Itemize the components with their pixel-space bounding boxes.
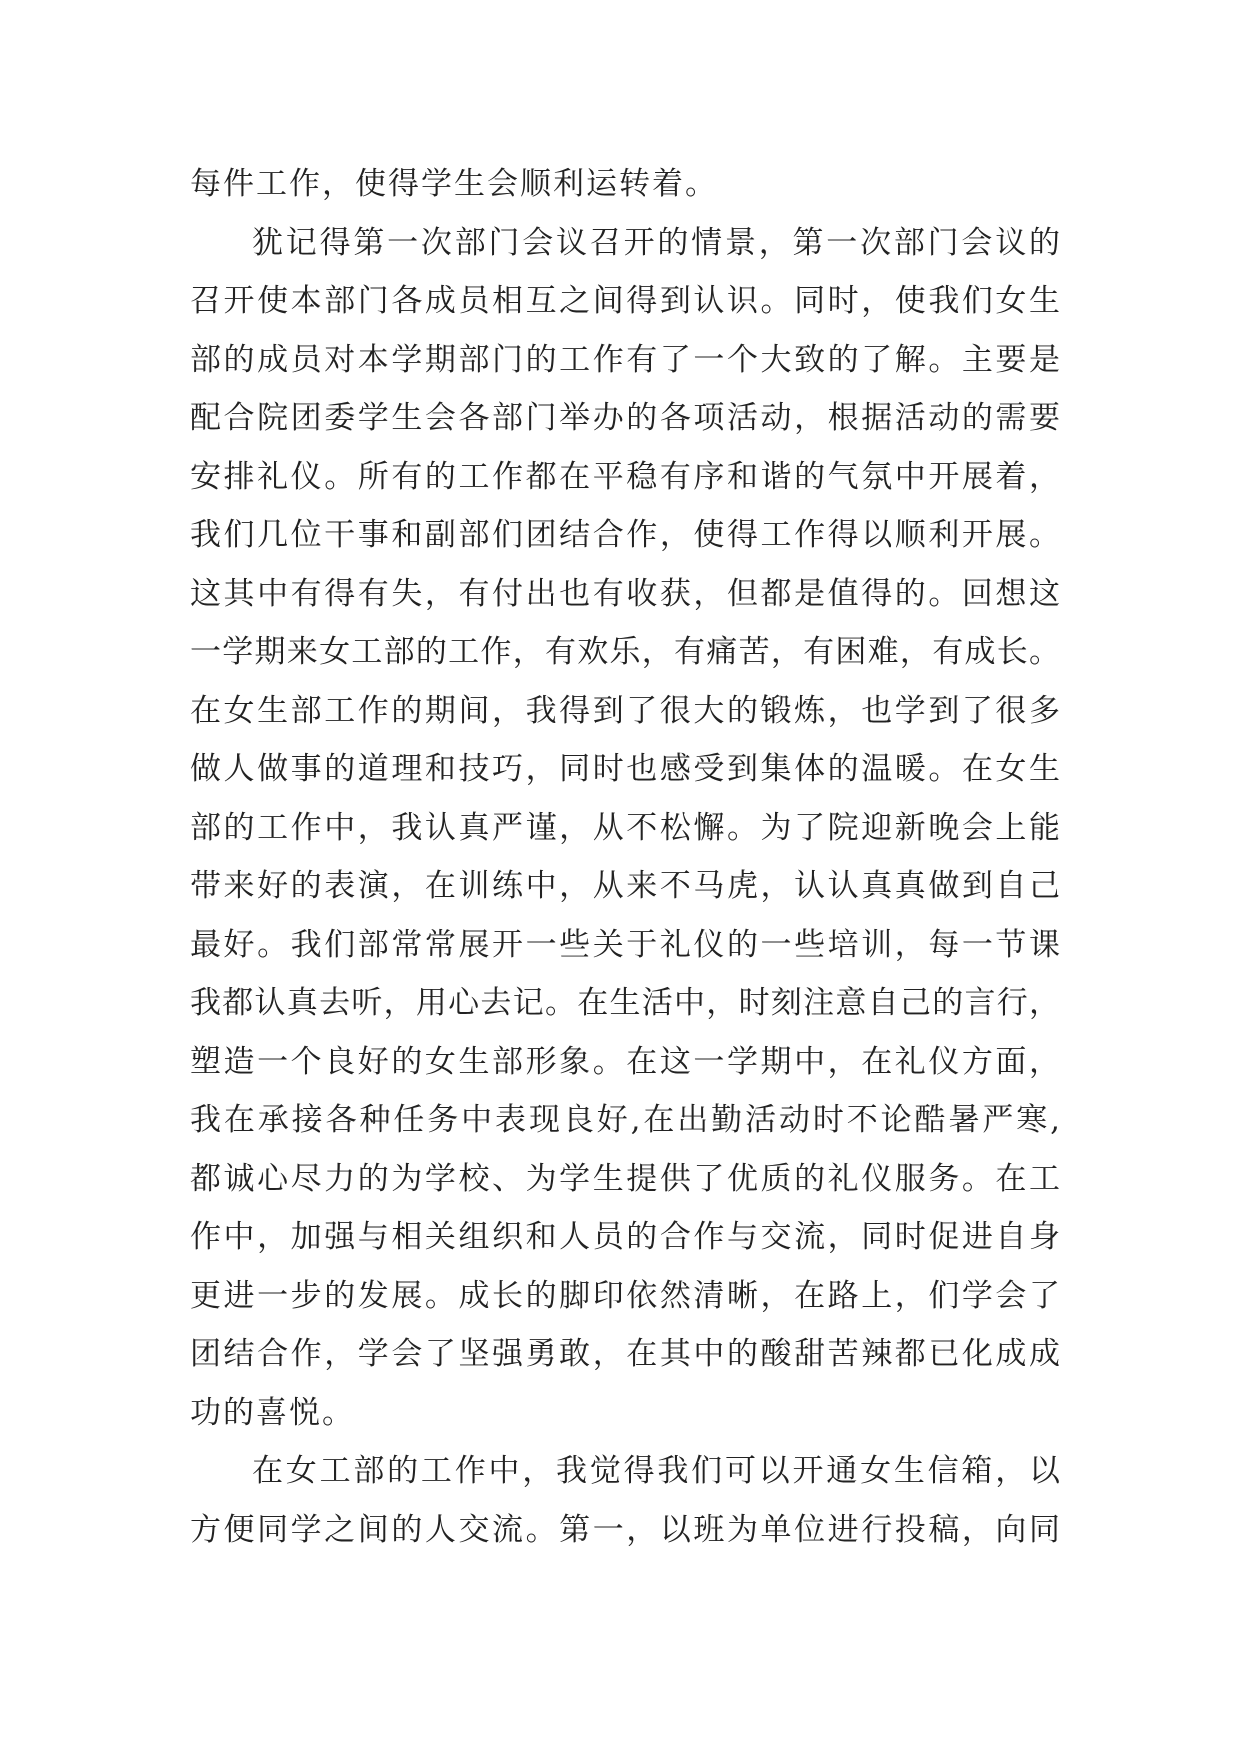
text-line: 我都认真去听，用心去记。在生活中，时刻注意自己的言行，	[190, 985, 1060, 1021]
text-line: 更进一步的发展。成长的脚印依然清晰，在路上，们学会了	[190, 1277, 1060, 1314]
text-line: 最好。我们部常常展开一些关于礼仪的一些培训，每一节课	[190, 926, 1060, 963]
text-line: 带来好的表演，在训练中，从来不马虎，认认真真做到自己	[190, 868, 1060, 904]
text-line: 一学期来女工部的工作，有欢乐，有痛苦，有困难，有成长。	[190, 634, 1060, 670]
text-line: 配合院团委学生会各部门举办的各项活动，根据活动的需要	[190, 400, 1060, 436]
text-line: 我在承接各种任务中表现良好,在出勤活动时不论酷暑严寒,	[190, 1102, 1060, 1138]
document-body	[190, 155, 1060, 1559]
text-line: 团结合作，学会了坚强勇敢，在其中的酸甜苦辣都已化成成	[190, 1336, 1060, 1372]
text-line: 这其中有得有失，有付出也有收获，但都是值得的。回想这	[190, 575, 1060, 612]
text-line: 每件工作，使得学生会顺利运转着。	[190, 166, 718, 202]
text-line: 我们几位干事和副部们团结合作，使得工作得以顺利开展。	[190, 517, 1060, 553]
text-line: 安排礼仪。所有的工作都在平稳有序和谐的气氛中开展着，	[190, 458, 1060, 495]
text-line: 方便同学之间的人交流。第一，以班为单位进行投稿，向同	[190, 1511, 1060, 1548]
paragraph-first-line: 犹记得第一次部门会议召开的情景，第一次部门会议的	[252, 224, 1060, 261]
paragraph-first-line: 在女工部的工作中，我觉得我们可以开通女生信箱，以	[252, 1453, 1060, 1489]
text-line: 在女生部工作的期间，我得到了很大的锻炼，也学到了很多	[190, 692, 1060, 729]
text-line: 做人做事的道理和技巧，同时也感受到集体的温暖。在女生	[190, 751, 1060, 787]
text-line: 都诚心尽力的为学校、为学生提供了优质的礼仪服务。在工	[190, 1160, 1060, 1197]
text-line: 部的成员对本学期部门的工作有了一个大致的了解。主要是	[190, 341, 1060, 378]
text-line: 部的工作中，我认真严谨，从不松懈。为了院迎新晚会上能	[190, 809, 1060, 846]
text-line: 功的喜悦。	[190, 1394, 355, 1431]
text-line: 作中，加强与相关组织和人员的合作与交流，同时促进自身	[190, 1219, 1060, 1255]
text-line: 召开使本部门各成员相互之间得到认识。同时，使我们女生	[190, 283, 1060, 319]
text-line: 塑造一个良好的女生部形象。在这一学期中，在礼仪方面，	[190, 1043, 1060, 1080]
